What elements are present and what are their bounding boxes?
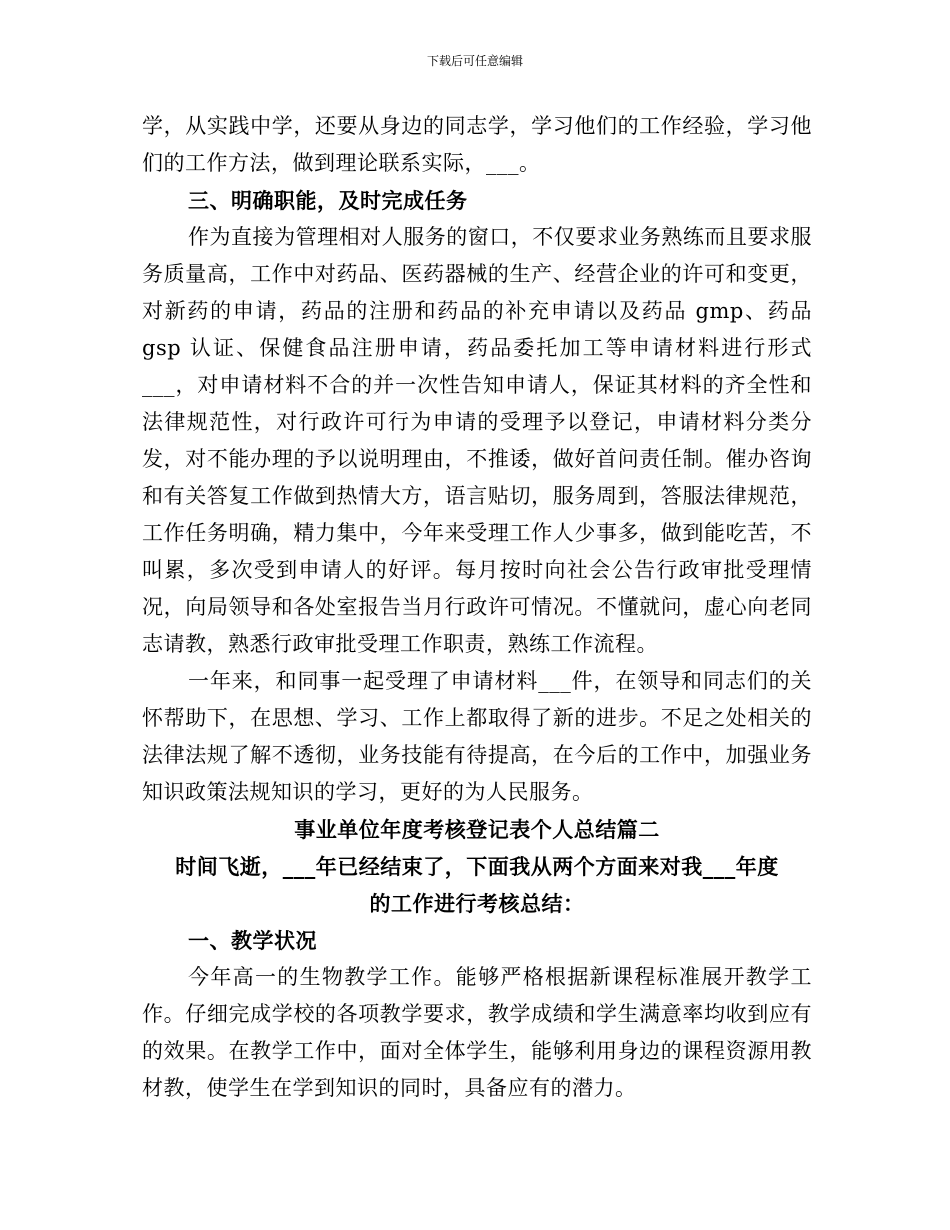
section-heading-3: 三、明确职能，及时完成任务 bbox=[188, 188, 468, 213]
section-heading-1: 一、教学状况 bbox=[188, 928, 317, 953]
paragraph-duties: 作为直接为管理相对人服务的窗口，不仅要求业务熟练而且要求服务质量高，工作中对药品、医药器械的生产、经营企业的许可和变更，对新药的申请，药品的注册和药品的补充申请以及药品 gmp、药品 gsp 认证、保健食品注册申请，药品委托加工等申请材料进行形式___，对申请材料不合的并一次性告知申请人，保证其材料的齐全性和法律规范性，对行政许可行为申请的受理予以登记，申请材料分类分发，对不能办理的予以说明理由，不推诿，做好首问责任制。催办咨询和有关答复工作做到热情大方，语言贴切，服务周到，答服法律规范，工作任务明确，精力集中，今年来受理工作人少事多，做到能吃苦，不叫累，多次受到申请人的好评。每月按时向社会公告行政审批受理情况，向局领导和各处室报告当月行政许可情况。不懂就问，虚心向老同志请教，熟悉行政审批受理工作职责，熟练工作流程。 bbox=[142, 225, 812, 656]
document-body bbox=[142, 108, 812, 1107]
page-header: 下载后可任意编辑 bbox=[426, 54, 523, 68]
paragraph-continuation: 学，从实践中学，还要从身边的同志学，学习他们的工作经验，学习他们的工作方法，做到理论联系实际，___。 bbox=[142, 114, 812, 175]
paragraph-teaching: 今年高一的生物教学工作。能够严格根据新课程标准展开教学工作。仔细完成学校的各项教学要求，教学成绩和学生满意率均收到应有的效果。在教学工作中，面对全体学生，能够利用身边的课程资源用教材教，使学生在学到知识的同时，具备应有的潜力。 bbox=[142, 965, 812, 1100]
subtitle-line-1: 时间飞逝，___年已经结束了，下面我从两个方面来对我___年度 bbox=[175, 854, 779, 879]
paragraph-summary: 一年来，和同事一起受理了申请材料___件，在领导和同志们的关怀帮助下，在思想、学习、工作上都取得了新的进步。不足之处相关的法律法规了解不透彻，业务技能有待提高，在今后的工作中，加强业务知识政策法规知识的学习，更好的为人民服务。 bbox=[142, 669, 812, 804]
subtitle-line-2: 的工作进行考核总结： bbox=[369, 891, 585, 916]
document-title-2: 事业单位年度考核登记表个人总结篇二 bbox=[294, 817, 660, 842]
